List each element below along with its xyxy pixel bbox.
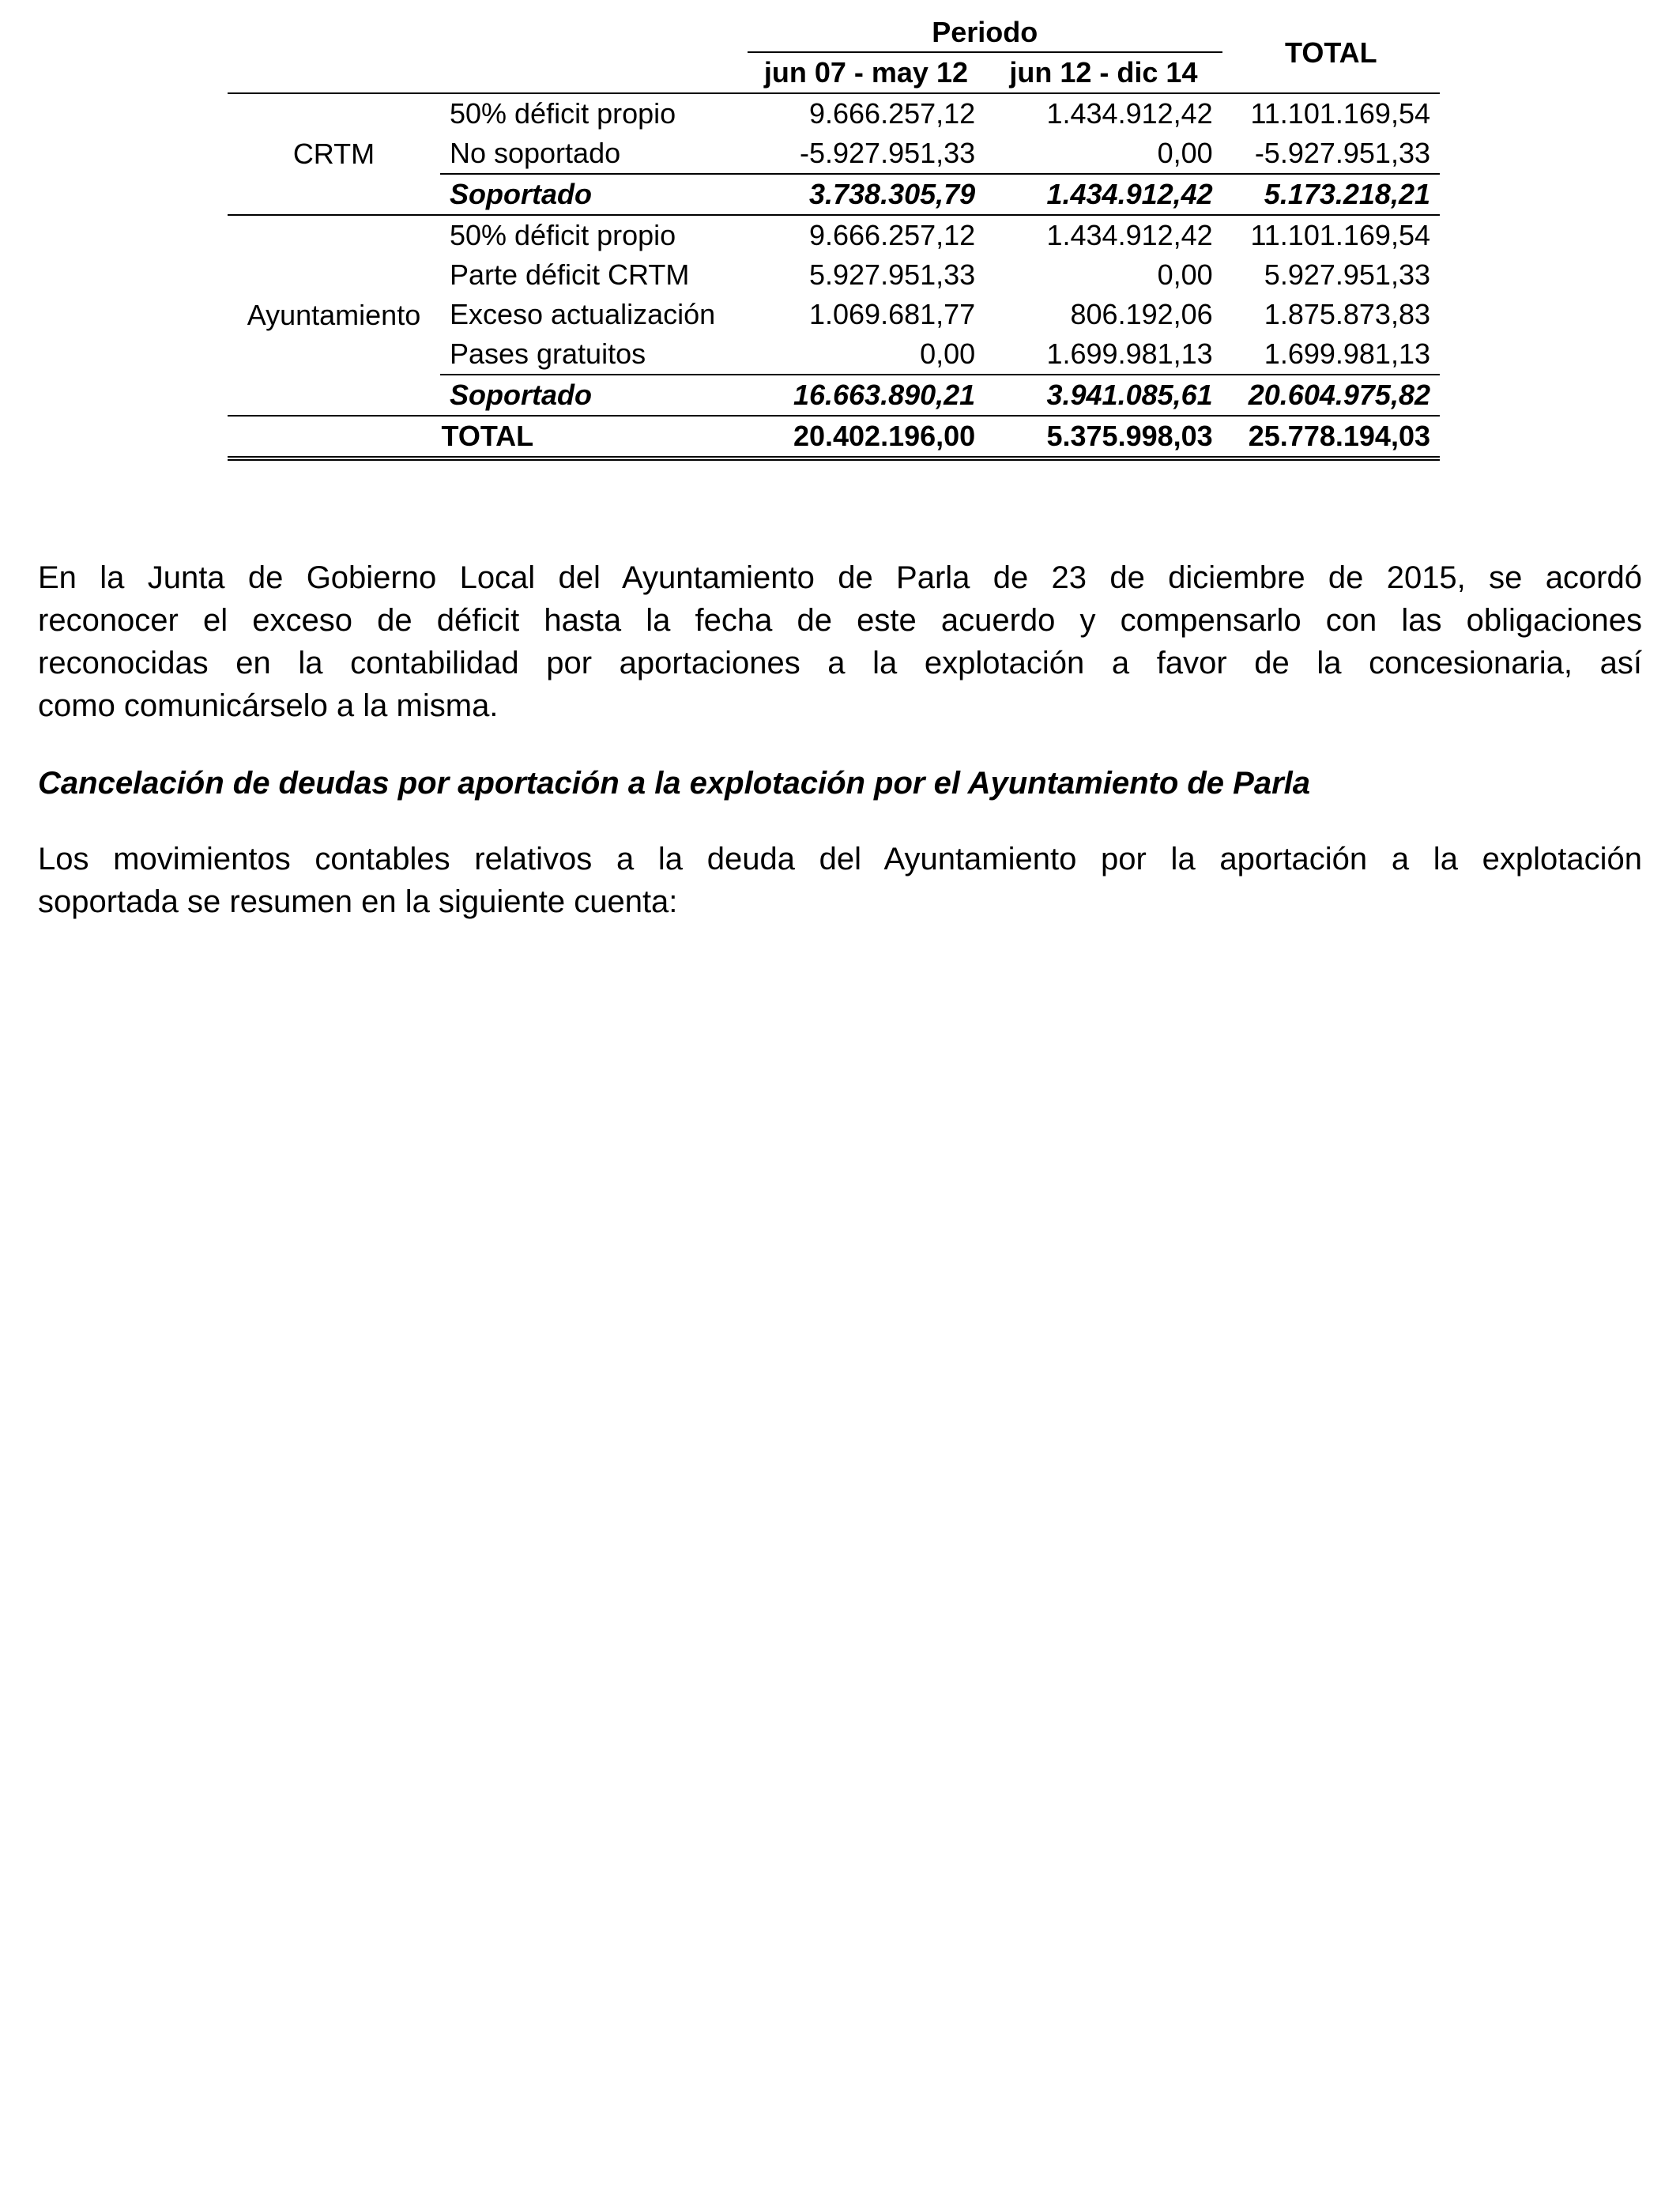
row-value-1: -5.927.951,33: [800, 137, 976, 169]
row-total: 5.927.951,33: [1264, 258, 1430, 291]
row-value-2: 1.434.912,42: [985, 93, 1222, 134]
grand-total-total: 25.778.194,03: [1222, 416, 1440, 458]
subtotal-total: 20.604.975,82: [1222, 375, 1440, 416]
row-concept: No soportado: [449, 137, 621, 169]
subtotal-value-2: 3.941.085,61: [985, 375, 1222, 416]
row-value-1: 1.069.681,77: [808, 298, 976, 330]
header-col1: jun 07 - may 12: [763, 56, 968, 89]
row-value-1: 9.666.257,12: [748, 93, 985, 134]
grand-total-row: [228, 416, 1440, 458]
subtotal-total: 5.173.218,21: [1222, 174, 1440, 215]
row-value-1: 9.666.257,12: [748, 215, 985, 255]
row-value-2: 1.699.981,13: [1046, 337, 1213, 370]
header-empty: [440, 52, 748, 93]
paragraph-line: soportada se resumen en la siguiente cuenta:: [38, 884, 678, 919]
subtotal-label: Soportado: [440, 174, 748, 215]
subtotal-value-1: 3.738.305,79: [748, 174, 985, 215]
paragraph-line: Los movimientos contables relativos a la deuda del Ayuntamiento por la aportación a la explotación: [38, 842, 1642, 876]
row-value-1: 0,00: [920, 337, 976, 370]
row-concept: Exceso actualización: [449, 298, 716, 330]
row-concept: 50% déficit propio: [440, 215, 748, 255]
deficit-table: [228, 13, 1440, 461]
section-heading: Cancelación de deudas por aportación a la explotación por el Ayuntamiento de Parla: [38, 766, 1311, 801]
row-concept: Parte déficit CRTM: [449, 258, 690, 291]
paragraph-line: En la Junta de Gobierno Local del Ayuntamiento de Parla de 23 de diciembre de 2015, se acordó: [38, 560, 1642, 595]
row-total: 11.101.169,54: [1222, 215, 1440, 255]
header-period: Periodo: [748, 13, 1222, 52]
subtotal-value-2: 1.434.912,42: [985, 174, 1222, 215]
row-concept: 50% déficit propio: [440, 93, 748, 134]
paragraph-line: reconocer el exceso de déficit hasta la fecha de este acuerdo y compensarlo con las obligaciones: [38, 603, 1642, 638]
row-value-2: 0,00: [1157, 137, 1213, 169]
row-value-2: 1.434.912,42: [985, 215, 1222, 255]
table-row: [228, 215, 1440, 255]
grand-total-value-2: 5.375.998,03: [985, 416, 1222, 458]
header-row-1: [228, 13, 1440, 52]
table-row: [228, 93, 1440, 134]
header-col2: jun 12 - dic 14: [1009, 56, 1198, 89]
entity-ayuntamiento: Ayuntamiento: [228, 215, 440, 416]
row-value-1: 5.927.951,33: [808, 258, 976, 291]
subtotal-value-1: 16.663.890,21: [748, 375, 985, 416]
header-empty: [228, 52, 440, 93]
row-total: 1.875.873,83: [1264, 298, 1430, 330]
header-total: TOTAL: [1285, 36, 1377, 69]
paragraph-line: reconocidas en la contabilidad por aportaciones a la explotación a favor de la concesionaria, así: [38, 646, 1642, 680]
header-empty: [228, 13, 440, 52]
entity-crtm: CRTM: [228, 93, 440, 215]
grand-total-value-1: 20.402.196,00: [748, 416, 985, 458]
row-concept: Pases gratuitos: [449, 337, 646, 370]
paragraph-movimientos: [38, 838, 1642, 923]
paragraph-line: como comunicárselo a la misma.: [38, 688, 499, 723]
row-total: -5.927.951,33: [1254, 137, 1430, 169]
row-total: 11.101.169,54: [1222, 93, 1440, 134]
row-value-2: 806.192,06: [1070, 298, 1213, 330]
grand-total-label: TOTAL: [228, 416, 748, 458]
row-total: 1.699.981,13: [1264, 337, 1430, 370]
paragraph-junta: [38, 556, 1642, 727]
row-value-2: 0,00: [1157, 258, 1213, 291]
header-empty: [440, 13, 748, 52]
subtotal-label: Soportado: [440, 375, 748, 416]
